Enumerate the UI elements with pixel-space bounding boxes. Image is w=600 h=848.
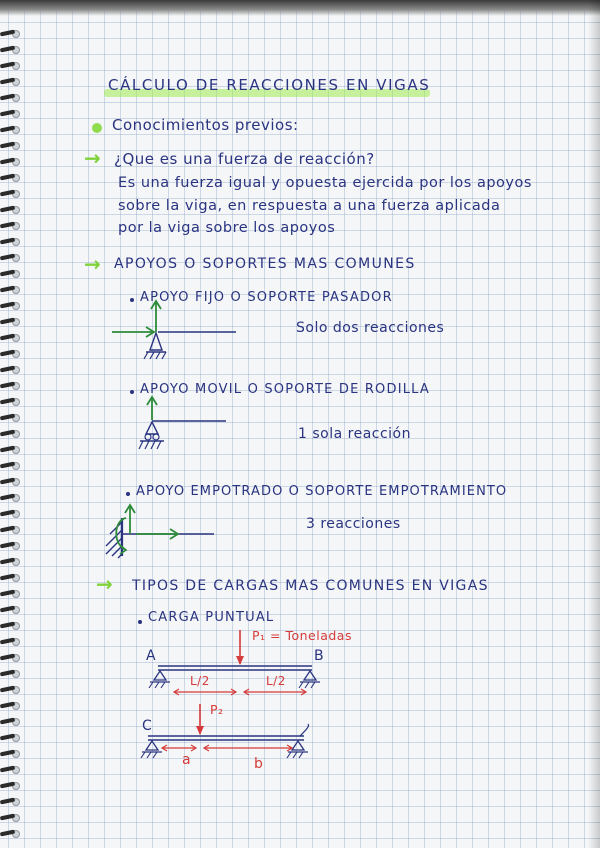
- green-bullet-icon: [92, 123, 102, 133]
- spiral-coil: [0, 316, 20, 326]
- beam-diagram-2: [130, 702, 330, 772]
- page-title: CÁLCULO DE REACCIONES EN VIGAS: [108, 76, 431, 94]
- dist-b-label: b: [254, 756, 264, 772]
- support-roller-title: APOYO MOVIL O SOPORTE DE RODILLA: [140, 382, 431, 397]
- spiral-coil: [0, 332, 20, 342]
- spiral-coil: [0, 812, 20, 822]
- spiral-coil: [0, 700, 20, 710]
- spiral-coil: [0, 108, 20, 118]
- spiral-coil: [0, 748, 20, 758]
- spiral-coil: [0, 732, 20, 742]
- support-embedded-note: 3 reacciones: [306, 516, 401, 532]
- spiral-coil: [0, 60, 20, 70]
- spiral-coil: [0, 796, 20, 806]
- point-load-title: CARGA PUNTUAL: [148, 610, 275, 625]
- spiral-coil: [0, 540, 20, 550]
- spiral-coil: [0, 460, 20, 470]
- support-embedded-title: APOYO EMPOTRADO O SOPORTE EMPOTRAMIENTO: [136, 484, 508, 499]
- spiral-coil: [0, 348, 20, 358]
- spiral-coil: [0, 124, 20, 134]
- spiral-coil: [0, 156, 20, 166]
- answer-line-2: sobre la viga, en respuesta a una fuerza aplicada: [118, 198, 501, 214]
- spiral-coil: [0, 140, 20, 150]
- spiral-coil: [0, 828, 20, 838]
- spiral-coil: [0, 444, 20, 454]
- spiral-coil: [0, 524, 20, 534]
- spiral-coil: [0, 588, 20, 598]
- spiral-coil: [0, 716, 20, 726]
- spiral-coil: [0, 572, 20, 582]
- spiral-coil: [0, 412, 20, 422]
- supports-heading: APOYOS O SOPORTES MAS COMUNES: [114, 256, 416, 272]
- p1-label: P₁ = Toneladas: [252, 628, 352, 643]
- spiral-coil: [0, 364, 20, 374]
- embedded-support-diagram: [96, 498, 226, 568]
- spiral-coil: [0, 668, 20, 678]
- spiral-coil: [0, 684, 20, 694]
- spiral-coil: [0, 172, 20, 182]
- left-span-label: L/2: [190, 674, 210, 688]
- prior-knowledge-label: Conocimientos previos:: [112, 116, 299, 134]
- spiral-coil: [0, 220, 20, 230]
- spiral-coil: [0, 492, 20, 502]
- p2-label: P₂: [210, 702, 224, 717]
- bullet-dot-icon: [126, 492, 130, 496]
- spiral-coil: [0, 300, 20, 310]
- support-roller-note: 1 sola reacción: [298, 426, 411, 442]
- spiral-coil: [0, 652, 20, 662]
- spiral-coil: [0, 284, 20, 294]
- beam-diagram-1: [140, 626, 340, 706]
- spiral-coil: [0, 188, 20, 198]
- spiral-coil: [0, 252, 20, 262]
- support-fixed-title: APOYO FIJO O SOPORTE PASADOR: [140, 290, 393, 305]
- roller-support-diagram: [130, 394, 230, 464]
- spiral-coil: [0, 380, 20, 390]
- spiral-coil: [0, 92, 20, 102]
- spiral-coil: [0, 268, 20, 278]
- point-c-label: C: [142, 718, 153, 734]
- spiral-coil: [0, 764, 20, 774]
- spiral-coil: [0, 28, 20, 38]
- spiral-coil: [0, 476, 20, 486]
- spiral-coil: [0, 780, 20, 790]
- spiral-coil: [0, 604, 20, 614]
- spiral-coil: [0, 396, 20, 406]
- answer-line-1: Es una fuerza igual y opuesta ejercida por los apoyos: [118, 175, 532, 191]
- page-right-edge: [588, 0, 600, 848]
- point-b-label: B: [314, 648, 325, 664]
- answer-line-3: por la viga sobre los apoyos: [118, 220, 336, 236]
- pin-support-diagram: [108, 296, 238, 366]
- question-text: ¿Que es una fuerza de reacción?: [114, 150, 375, 168]
- green-arrow-icon: →: [96, 572, 113, 596]
- spiral-coil: [0, 428, 20, 438]
- spiral-coil: [0, 620, 20, 630]
- spiral-binding: [0, 28, 22, 848]
- spiral-coil: [0, 636, 20, 646]
- spiral-coil: [0, 236, 20, 246]
- right-span-label: L/2: [266, 674, 286, 688]
- page-top-shadow: [0, 0, 600, 16]
- spiral-coil: [0, 204, 20, 214]
- spiral-coil: [0, 556, 20, 566]
- bullet-dot-icon: [138, 620, 142, 624]
- green-arrow-icon: →: [84, 252, 101, 276]
- loads-heading: TIPOS DE CARGAS MAS COMUNES EN VIGAS: [132, 578, 489, 594]
- spiral-coil: [0, 76, 20, 86]
- spiral-coil: [0, 44, 20, 54]
- support-fixed-note: Solo dos reacciones: [296, 320, 445, 336]
- dist-a-label: a: [182, 752, 192, 768]
- green-arrow-icon: →: [84, 146, 101, 170]
- spiral-coil: [0, 508, 20, 518]
- point-a-label: A: [146, 648, 157, 664]
